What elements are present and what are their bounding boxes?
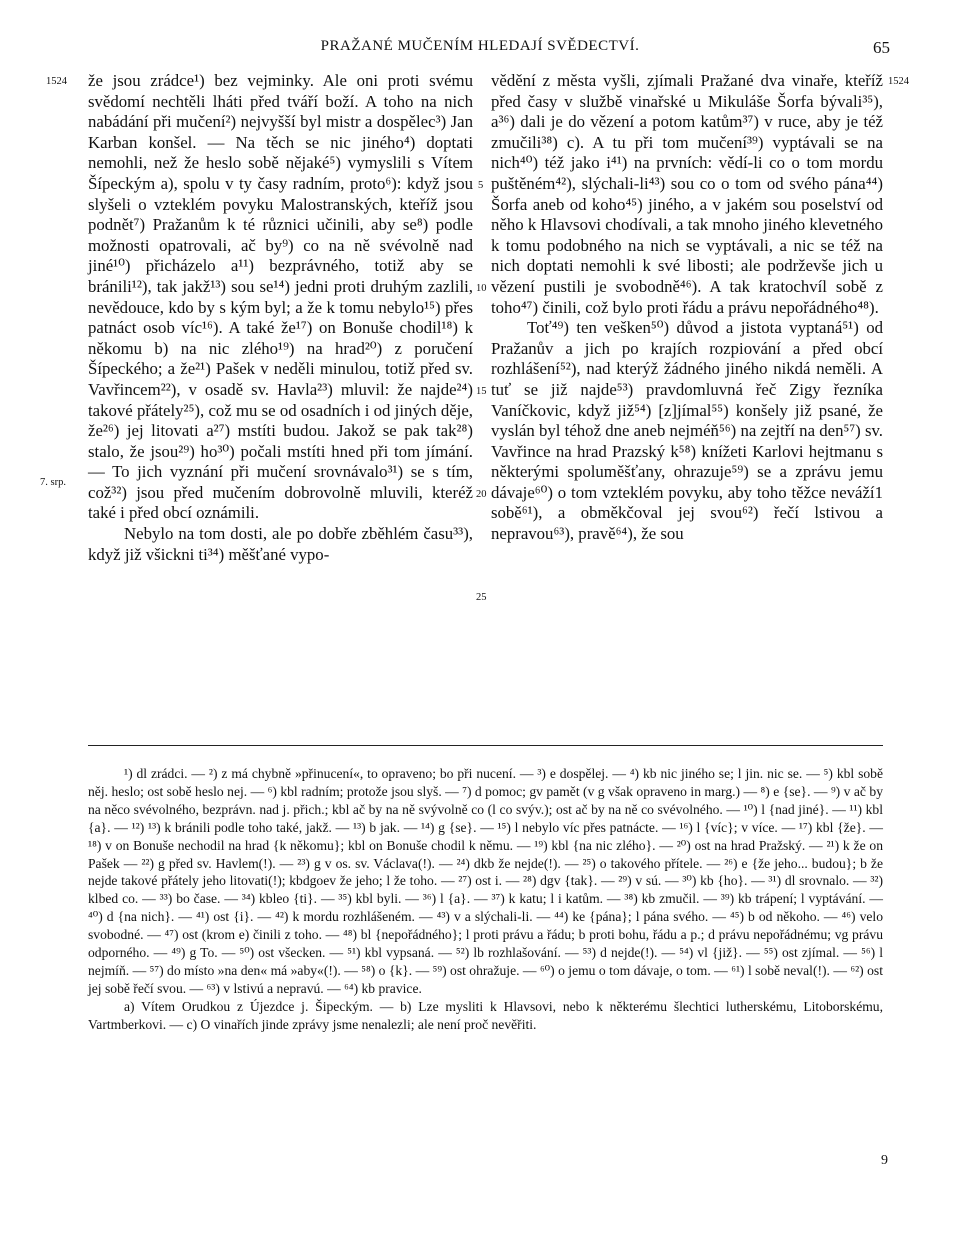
line-number-20: 20 [476,489,487,500]
margin-year-left: 1524 [46,76,67,87]
left-paragraph-1: že jsou zrádce¹) bez vejminky. Ale oni proti svému svědomí nechtěli lháti před tváří boží. A toho na nich nabádání při mučení²) nejvyšší byl mistr a dospělec³) Jan Karban konšel. — Na těch se nic jiného⁴) doptati nemohli, než že heslo sobě nějaké⁵) vymyslili s Vítem Šípeckým a), spolu v ty časy radním, proto⁶): když jsou slyšeli o vzteklém povyku Malostranských, kteříž jsou podnět⁷) Pražanům k té různici učinili, aby se⁸) podle možnosti opatrovali, ač by⁹) co na ně svévolně nad jiné¹⁰) přicházelo a¹¹) bezprávného, totiž aby se bránili¹²), tak jakž¹³) sou se¹⁴) jedni proti druhým zazlili, nevědouce, kdo by s kým byl; a že k tomu nebylo¹⁵) přes patnáct osob víc¹⁶). A také že¹⁷) on Bonuše chodil¹⁸) k někomu b) na nic zlého¹⁹) na hrad²⁰) z poručení Šípeckého; a že²¹) Pašek v neděli minulou, totiž před sv. Vavřincem²²), v osadě sv. Havla²³) mluvil: že najde²⁴) takové přátely²⁵), což mu se od osadních i od jiných děje, že²⁶) jej litovati a²⁷) mstíti budou. Jakož se pak tak²⁸) stalo, že jsou²⁹) ho³⁰) počali mstíti hned při tom jímání. — To jich vyznání při mučení srovnávalo³¹) se s tím, což³²) jsou před mučením dobrovolně mluvili, kteréž také i před obcí oznámili. [88,71,473,523]
running-header [0,38,960,62]
line-number-10: 10 [476,283,487,294]
footnote-divider [88,745,883,746]
footnotes [88,765,883,1034]
line-number-25: 25 [476,592,487,603]
footnotes-lettered: a) Vítem Orudkou z Újezdce j. Šipeckým. — b) Lze mysliti k Hlavsovi, nebo k některému šlechtici lutherskému, Litoborskému, Vartmberkovi. — c) O vinařích jinde zprávy jsme nenalezli; ale není proč nevěřiti. [88,998,883,1032]
right-column [491,71,883,545]
signature-mark: 9 [881,1153,888,1168]
margin-date-left: 7. srp. [40,477,66,488]
left-column [88,71,473,565]
running-title: PRAŽANÉ MUČENÍM HLEDAJÍ SVĚDECTVÍ. [320,38,640,54]
footnotes-numbered: ¹) dl zrádci. — ²) z má chybně »přinucení«, to opraveno; bo při nucení. — ³) e dospělej. — ⁴) kb nic jiného se; l jin. nic se. — ⁵) kbl sobě něj. heslo; ost sobě heslo nej. — ⁶) kbl radním; protože jsou slyš. — ⁷) d pomoc; gv pamět (v g však opraveno in marg.) — ⁸) e {se}. — ⁹) v ač by na něco svévolného, bezprávn. nad j. přich.; kbl ač by na ně svývolně co (l co svýv.); ost ač by na ně co svévolného. — ¹⁰) l {nad jiné}. — ¹¹) kbl {a}. — ¹²) ¹³) k bránili podle toho také, jakž. — ¹³) b jak. — ¹⁴) g {se}. — ¹⁵) l nebylo víc přes patnácte. — ¹⁶) l {víc}; v více. — ¹⁷) kbl {že}. — ¹⁸) v on Bonuše nechodil na hrad {k někomu}; kbl on Bonuše chodil k němu. — ¹⁹) kbl {na nic zlého}. — ²⁰) ost na hrad Pražský. — ²¹) k že on Pašek — ²²) g před sv. Havlem(!). — ²³) g v os. sv. Václava(!). — ²⁴) dkb že nejde(!). — ²⁵) o takového přítele. — ²⁶) e {že jeho... budou}; b že nejde takové přátely jeho litovati(!); kbdgoev že jeho; l že toho. — ²⁷) ost i. — ²⁸) dgv {tak}. — ²⁹) v sú. — ³⁰) kb {ho}. — ³¹) dl srovnalo. — ³²) klbed co. — ³³) bo čase. — ³⁴) kbleo {ti}. — ³⁵) kbl byli. — ³⁶) l {a}. — ³⁷) k katu; l i katům. — ³⁸) kb zmučil. — ³⁹) kb trápení; l vyptávání. — ⁴⁰) d {na nich}. — ⁴¹) ost {i}. — ⁴²) k mordu rozhlášeném. — ⁴³) v a slýchali-li. — ⁴⁴) ke {pána}; l pána svého. — ⁴⁵) b od někoho. — ⁴⁶) velo svobodné. — ⁴⁷) ost (krom e) činili z toho. — ⁴⁸) bl {nepořádného}; l proti právu a řádu; b proti bohu, řádu a p.; d právu nepořádnému; vg právu odporného. — ⁴⁹) g To. — ⁵⁰) ost všecken. — ⁵¹) kbl vypsaná. — ⁵²) lb rozhlašování. — ⁵³) d nejde(!). — ⁵⁴) vl {již}. — ⁵⁵) ost zjímal. — ⁵⁶) l nejmíň. — ⁵⁷) do místo »na den« má »aby«(!). — ⁵⁸) o {k}. — ⁵⁹) ost ohražuje. — ⁶⁰) o jemu o tom dávaje, o tom. — ⁶¹) l sobě neval(!). — ⁶²) ost jej sobě řečí svou. — ⁶³) v lstivú a nepravú. — ⁶⁴) kb pravice. [88,766,883,996]
right-paragraph-2: Toť⁴⁹) ten vešken⁵⁰) důvod a jistota vyptaná⁵¹) od Pražanův a jich po krajích rozpiování a před obcí rozhlášení⁵²), nad kterýž žádného jiného nikdá neměli. A tuť se již najde⁵³) pravdomluvná řeč Zigy řezníka Vaníčkovic, když již⁵⁴) [z]jímal⁵⁵) konšely již psané, že vyslán byl téhož dne aneb nejméň⁵⁶) na zejtří na den⁵⁷) sv. Vavřince na hrad Prazský k⁵⁸) knížeti Karlovi hejtmanu s některými spoluměšťany, ohrazuje⁵⁹) se a zprávu jemu dávaje⁶⁰) o tom vzteklém povyku, aby toho těžce neváží1 sobě⁶¹), a obměkčoval jej svou⁶²) řečí lstivou a nepravou⁶³), pravě⁶⁴), že sou [491,318,883,544]
margin-year-right: 1524 [888,76,909,87]
page-number: 65 [873,38,890,57]
left-paragraph-2: Nebylo na tom dosti, ale po dobře zběhlém času³³), když již všickni ti³⁴) měšťané vypo- [88,524,473,564]
line-number-15: 15 [476,386,487,397]
line-number-5: 5 [478,180,484,191]
right-paragraph-1: vědění z města vyšli, zjímali Pražané dva vinaře, kteříž před časy v službě vinařské u Mikuláše Šorfa bývali³⁵), a³⁶) dali je do vězení a potom katům³⁷) v ruce, aby je též zmučili³⁸) c). A tu při tom mučení³⁹) vyptávali se na nich⁴⁰) též jako i⁴¹) na prvních: vědí-li co o tom mordu puštěném⁴²), slýchali-li⁴³) sou co o tom od svého pána⁴⁴) Šorfa aneb od koho⁴⁵) jiného, a v jakém sou poselství od něho k Hlavsovi chodívali, a tak mnoho jiného klevetného k tomu podobného na nich se vyptávali, a nic se též na nich doptati nemohli k své libosti; ale podrževše jich u vězení pustili je svobodně⁴⁶). A tak kratochvíl sobě z toho⁴⁷) činili, což bylo proti řádu a právu nepořádného⁴⁸). [491,71,883,317]
